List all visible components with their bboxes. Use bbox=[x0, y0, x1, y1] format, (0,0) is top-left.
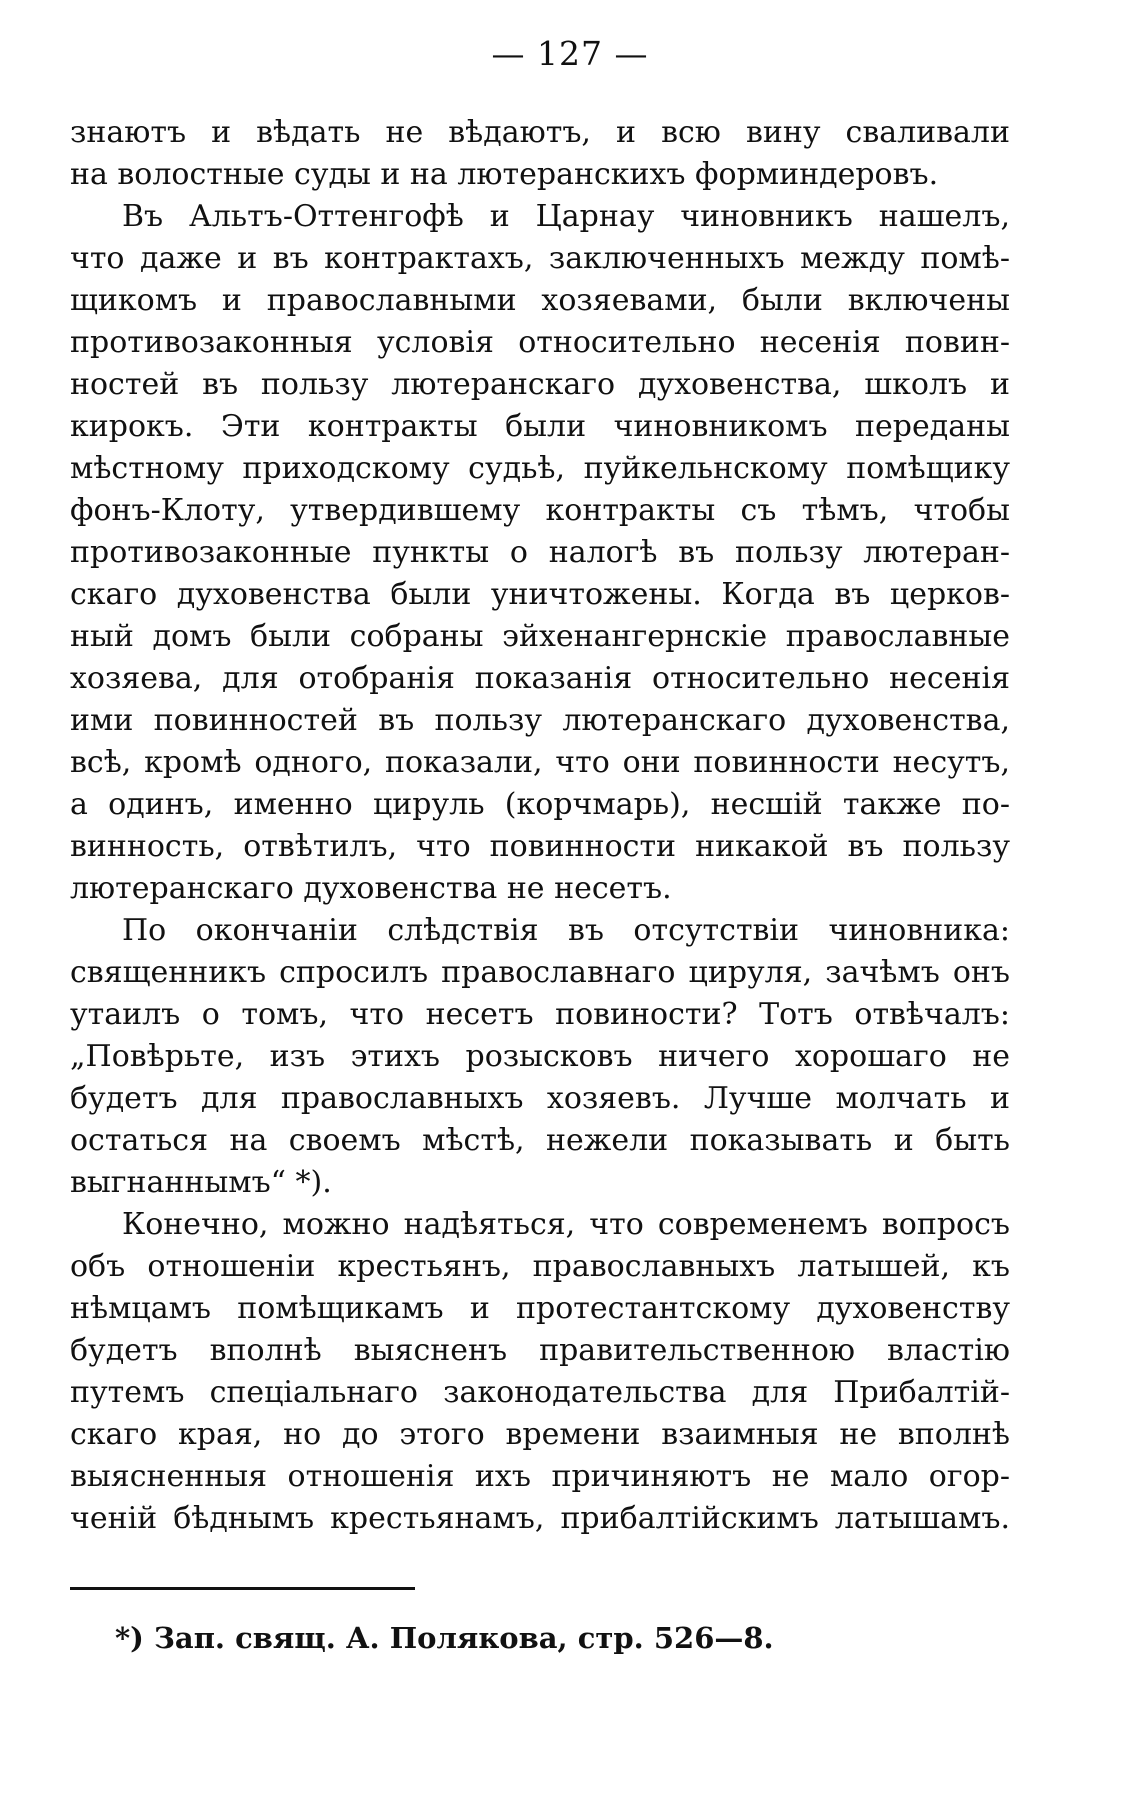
text-line: выясненныя отношенія ихъ причиняютъ не мало огор- bbox=[70, 1459, 1010, 1494]
text-line: что даже и въ контрактахъ, заключенныхъ между помѣ- bbox=[70, 241, 1010, 276]
page-number: — 127 — bbox=[491, 34, 649, 73]
text-line: лютеранскаго духовенства не несетъ. bbox=[70, 871, 672, 906]
body-text bbox=[70, 112, 1010, 1540]
text-line: остаться на своемъ мѣстѣ, нежели показывать и быть bbox=[70, 1123, 1010, 1158]
text-line: утаилъ о томъ, что несетъ повиности? Тотъ отвѣчалъ: bbox=[70, 997, 1010, 1032]
text-line: ный домъ были собраны эйхенангернскіе православные bbox=[70, 619, 1010, 654]
text-line: путемъ спеціальнаго законодательства для Прибалтій- bbox=[70, 1375, 1010, 1410]
text-line: ченій бѣднымъ крестьянамъ, прибалтійскимъ латышамъ. bbox=[70, 1501, 1010, 1536]
text-line: знаютъ и вѣдать не вѣдаютъ, и всю вину сваливали bbox=[70, 115, 1010, 150]
text-line: объ отношеніи крестьянъ, православныхъ латышей, къ bbox=[70, 1249, 1010, 1284]
paragraph-start-line: Конечно, можно надѣяться, что современемъ вопросъ bbox=[122, 1207, 1010, 1242]
text-line: нѣмцамъ помѣщикамъ и протестантскому духовенству bbox=[70, 1291, 1010, 1326]
text-line: „Повѣрьте, изъ этихъ розысковъ ничего хорошаго не bbox=[70, 1039, 1010, 1074]
text-line: на волостные суды и на лютеранскихъ форминдеровъ. bbox=[70, 157, 939, 192]
text-line: противозаконныя условія относительно несенія повин- bbox=[70, 325, 1010, 360]
text-line: будетъ для православныхъ хозяевъ. Лучше молчать и bbox=[70, 1081, 1010, 1116]
footnote-divider bbox=[70, 1587, 415, 1590]
text-line: скаго духовенства были уничтожены. Когда въ церков- bbox=[70, 577, 1010, 612]
text-line: фонъ-Клоту, утвердившему контракты съ тѣмъ, чтобы bbox=[70, 493, 1010, 528]
text-line: всѣ, кромѣ одного, показали, что они повинности несутъ, bbox=[70, 745, 1010, 780]
text-line: будетъ вполнѣ выясненъ правительственною властію bbox=[70, 1333, 1010, 1368]
text-line: скаго края, но до этого времени взаимныя не вполнѣ bbox=[70, 1417, 1010, 1452]
footnote: *) Зап. свящ. А. Полякова, стр. 526—8. bbox=[115, 1621, 774, 1655]
paragraph-start-line: Въ Альтъ-Оттенгофѣ и Царнау чиновникъ нашелъ, bbox=[122, 199, 1010, 234]
text-line: кирокъ. Эти контракты были чиновникомъ переданы bbox=[70, 409, 1010, 444]
text-line: винность, отвѣтилъ, что повинности никакой въ пользу bbox=[70, 829, 1010, 864]
text-line: щикомъ и православными хозяевами, были включены bbox=[70, 283, 1010, 318]
paragraph-start-line: По окончаніи слѣдствія въ отсутствіи чиновника: bbox=[122, 913, 1010, 948]
text-line: ностей въ пользу лютеранскаго духовенства, школъ и bbox=[70, 367, 1010, 402]
text-line: ими повинностей въ пользу лютеранскаго духовенства, bbox=[70, 703, 1010, 738]
text-line: хозяева, для отобранія показанія относительно несенія bbox=[70, 661, 1010, 696]
text-line: противозаконные пункты о налогѣ въ пользу лютеран- bbox=[70, 535, 1010, 570]
text-line: мѣстному приходскому судьѣ, пуйкельнскому помѣщику bbox=[70, 451, 1010, 486]
text-line: священникъ спросилъ православнаго цируля, зачѣмъ онъ bbox=[70, 955, 1010, 990]
text-line: выгнаннымъ“ *). bbox=[70, 1165, 332, 1200]
text-line: а одинъ, именно цируль (корчмарь), несшій также по- bbox=[70, 787, 1010, 822]
